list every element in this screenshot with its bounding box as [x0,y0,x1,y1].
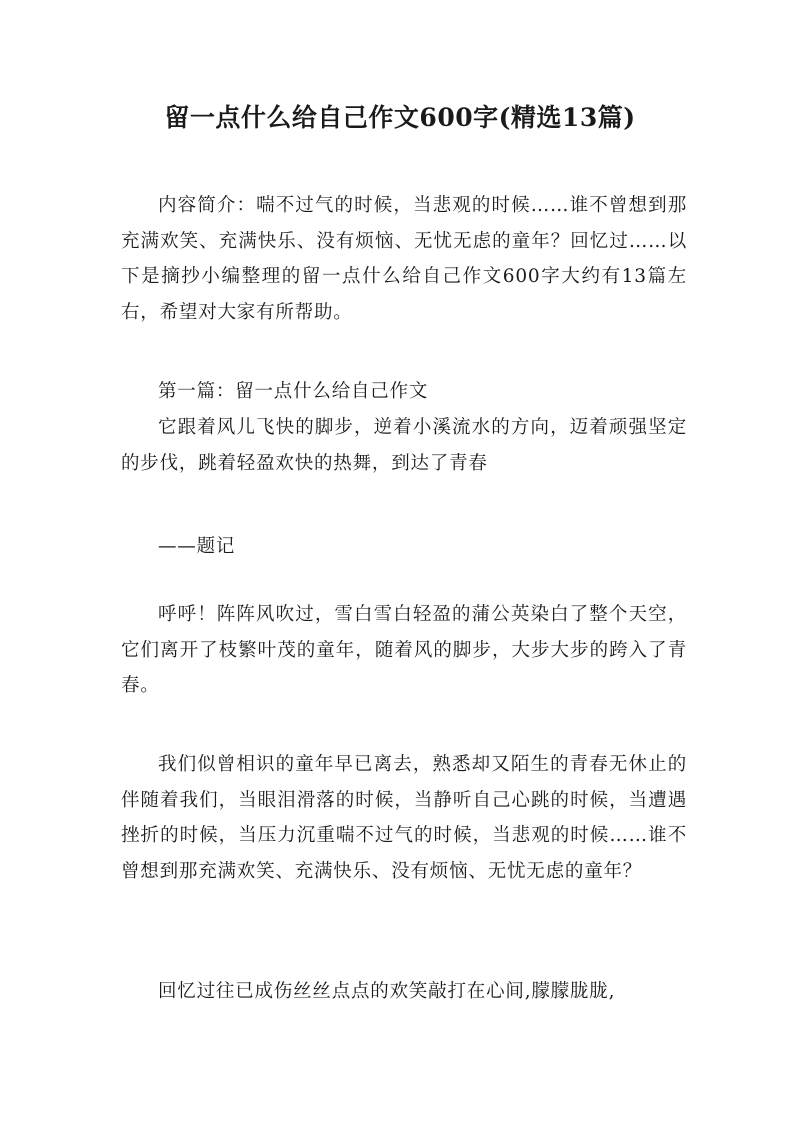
section-heading: 第一篇：留一点什么给自己作文 [158,381,429,402]
body-paragraph: 呼呼！阵阵风吹过，雪白雪白轻盈的蒲公英染白了整个天空，它们离开了枝繁叶茂的童年，随着风的脚步，大步大步的跨入了青春。 [121,604,687,697]
body-paragraph: 它跟着风儿飞快的脚步，逆着小溪流水的方向，迈着顽强坚定的步伐，跳着轻盈欢快的热舞，到达了青春 [121,417,687,474]
epigraph-attribution: ——题记 [158,536,236,557]
document-title: 留一点什么给自己作文600字(精选13篇) [164,103,636,132]
body-paragraph: 我们似曾相识的童年早已离去，熟悉却又陌生的青春无休止的伴随着我们，当眼泪滑落的时候，当静听自己心跳的时候，当遭遇挫折的时候，当压力沉重喘不过气的时候，当悲观的时候……谁不曾想到那充满欢笑、充满快乐、没有烦恼、无忧无虑的童年？ [121,754,687,882]
body-paragraph: 回忆过往已成伤丝丝点点的欢笑敲打在心间,朦朦胧胧, [158,981,616,1002]
intro-paragraph: 内容简介：喘不过气的时候，当悲观的时候……谁不曾想到那充满欢笑、充满快乐、没有烦恼、无忧无虑的童年？回忆过……以下是摘抄小编整理的留一点什么给自己作文600字大约有13篇左右，希望对大家有所帮助。 [121,195,687,323]
